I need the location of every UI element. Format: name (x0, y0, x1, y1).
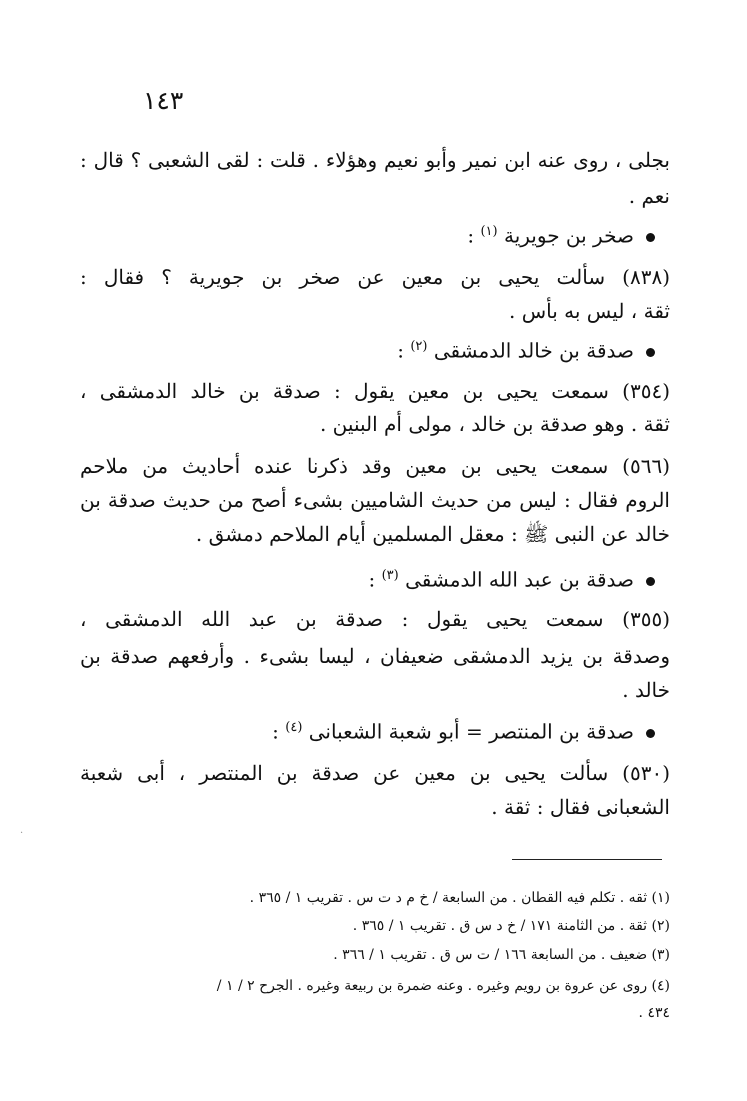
text-line: ثقة ، ليس به بأس . (509, 299, 670, 323)
text-line: وصدقة بن يزيد الدمشقى ضعيفان ، ليسا بشىء . وأرفعهم صدقة بن (80, 644, 670, 668)
footnote: (٤) روى عن عروة بن رويم وغيره . وعنه ضمرة بن ربيعة وغيره . الجرح ٢ / ١ / (216, 978, 670, 994)
bullet-icon (646, 577, 655, 586)
entry-heading (368, 562, 655, 594)
bullet-icon (646, 233, 655, 242)
bullet-icon (646, 729, 655, 738)
text-line: نعم . (628, 184, 670, 208)
entry-title: صدقة بن المنتصر = أبو شعبة الشعبانى (308, 719, 634, 744)
text-line: (٣٥٤) سمعت يحيى بن معين يقول : صدقة بن خالد الدمشقى ، (80, 379, 670, 403)
text-line: (٥٣٠) سألت يحيى بن معين عن صدقة بن المنتصر ، أبى شعبة (80, 761, 670, 785)
footnote: (١) ثقه . تكلم فيه القطان . من السابعة / خ م د ت س . تقريب ١ / ٣٦٥ . (249, 890, 670, 906)
entry-colon: : (397, 338, 411, 363)
text-line: (٨٣٨) سألت يحيى بن معين عن صخر بن جويرية ؟ فقال : (80, 265, 670, 289)
footnote: (٣) ضعيف . من السابعة ١٦٦ / ت س ق . تقريب ١ / ٣٦٦ . (333, 947, 670, 963)
text-line: ثقة . وهو صدقة بن خالد ، مولى أم البنين . (319, 412, 670, 436)
scan-speck: · (20, 828, 24, 839)
text-line: خالد . (622, 678, 670, 702)
entry-colon: : (467, 223, 481, 248)
text-line: خالد عن النبى ﷺ : معقل المسلمين أيام الملاحم دمشق . (195, 522, 670, 546)
entry-heading (272, 714, 655, 746)
entry-title: صدقة بن عبد الله الدمشقى (405, 567, 634, 592)
entry-title: صدقة بن خالد الدمشقى (433, 338, 634, 363)
footnote-ref: (٢) (410, 339, 428, 354)
footnote-divider (512, 859, 662, 860)
footnote-ref: (٣) (381, 568, 399, 583)
entry-colon: : (272, 719, 286, 744)
footnote: ٤٣٤ . (638, 1005, 670, 1021)
text-line: بجلى ، روى عنه ابن نمير وأبو نعيم وهؤلاء . قلت : لقى الشعبى ؟ قال : (80, 148, 670, 172)
entry-heading (397, 333, 655, 365)
footnote-ref: (١) (480, 224, 498, 239)
entry-heading (467, 218, 655, 250)
entry-colon: : (368, 567, 382, 592)
text-line: (٣٥٥) سمعت يحيى يقول : صدقة بن عبد الله الدمشقى ، (80, 607, 670, 631)
bullet-icon (646, 348, 655, 357)
text-line: الشعبانى فقال : ثقة . (491, 795, 670, 819)
entry-title: صخر بن جويرية (503, 223, 634, 248)
footnote: (٢) ثقة . من الثامنة ١٧١ / خ د س ق . تقريب ١ / ٣٦٥ . (352, 918, 670, 934)
page-number: ١٤٣ (143, 86, 184, 115)
footnote-ref: (٤) (285, 720, 303, 735)
text-line: (٥٦٦) سمعت يحيى بن معين وقد ذكرنا عنده أحاديث من ملاحم (80, 454, 670, 478)
text-line: الروم فقال : ليس من حديث الشاميين بشىء أصح من حديث صدقة بن (80, 488, 670, 512)
